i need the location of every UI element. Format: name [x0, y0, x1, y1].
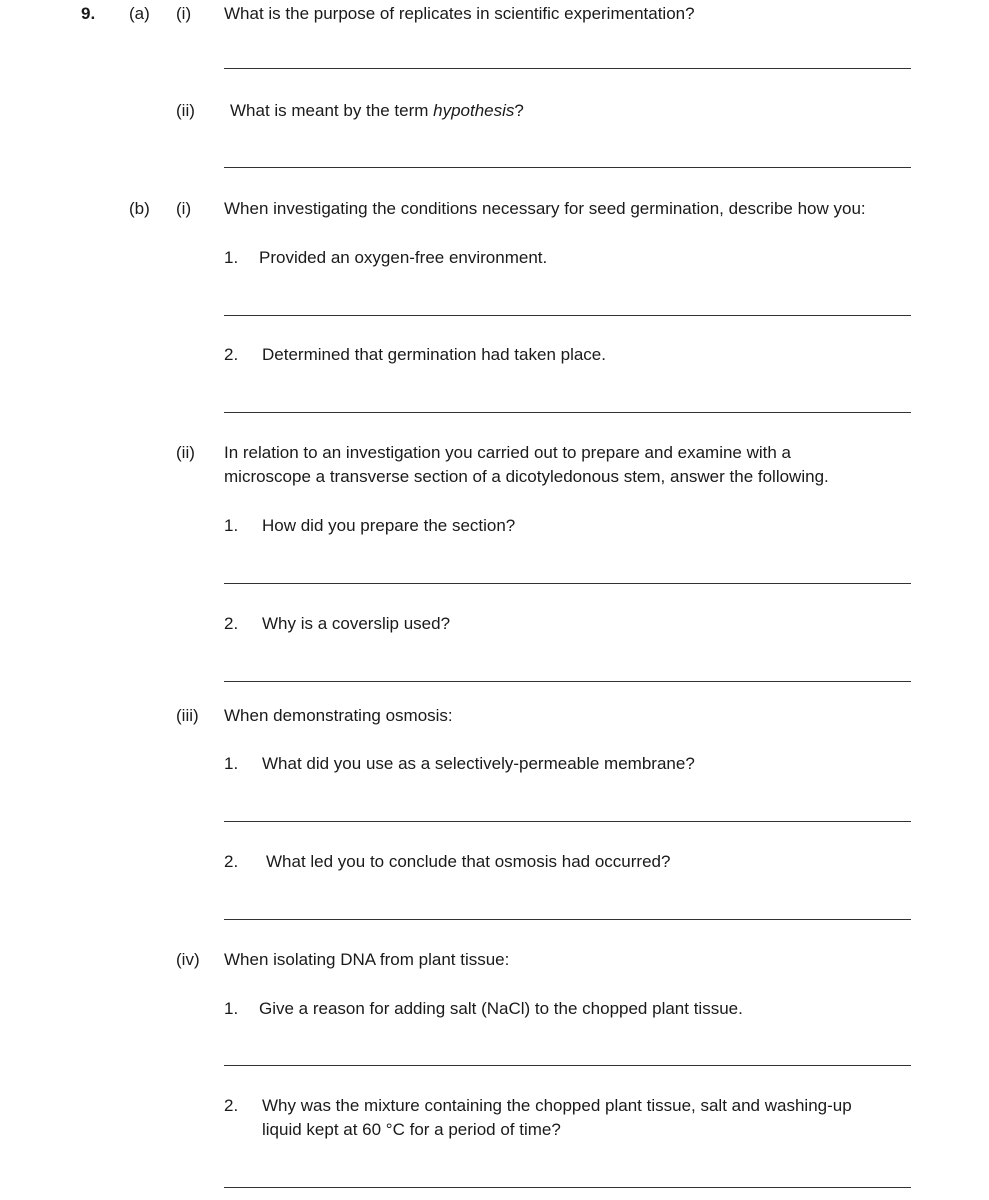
part-b-iv-label: (iv) [176, 950, 200, 969]
b-ii-item-1-text: How did you prepare the section? [262, 516, 516, 535]
b-iv-item-2-num: 2. [224, 1096, 239, 1115]
part-b-ii-question-line2: microscope a transverse section of a dicotyledonous stem, answer the following. [224, 467, 829, 486]
answer-line-b-iii-2[interactable] [224, 919, 911, 920]
part-b-iv-question: When isolating DNA from plant tissue: [224, 950, 510, 969]
b-iv-item-1-text: Give a reason for adding salt (NaCl) to the chopped plant tissue. [259, 999, 743, 1018]
part-a-ii-question: What is meant by the term hypothesis? [230, 101, 524, 120]
part-a-i-question: What is the purpose of replicates in scientific experimentation? [224, 4, 695, 23]
question-number: 9. [81, 4, 96, 23]
b-iv-item-2-text-line1: Why was the mixture containing the chopped plant tissue, salt and washing-up [262, 1096, 852, 1115]
hypothesis-term: hypothesis [433, 101, 515, 120]
b-ii-item-1-num: 1. [224, 516, 239, 535]
b-iii-item-1-text: What did you use as a selectively-permeable membrane? [262, 754, 695, 773]
b-iv-item-2-text-line2: liquid kept at 60 °C for a period of time? [262, 1120, 561, 1139]
part-b-i-label: (i) [176, 199, 192, 218]
part-b-ii-question-line1: In relation to an investigation you carried out to prepare and examine with a [224, 443, 792, 462]
answer-line-b-i-2[interactable] [224, 412, 911, 413]
b-i-item-2-num: 2. [224, 345, 239, 364]
answer-line-b-i-1[interactable] [224, 315, 911, 316]
b-iii-item-2-num: 2. [224, 852, 239, 871]
answer-line-a-i[interactable] [224, 68, 911, 69]
b-iv-item-1-num: 1. [224, 999, 239, 1018]
b-i-item-1-num: 1. [224, 248, 239, 267]
part-b-label: (b) [129, 199, 150, 218]
answer-line-b-iv-2[interactable] [224, 1187, 911, 1188]
part-a-ii-label: (ii) [176, 101, 195, 120]
part-a-label: (a) [129, 4, 150, 23]
b-iii-item-2-text: What led you to conclude that osmosis had occurred? [266, 852, 671, 871]
b-i-item-1-text: Provided an oxygen-free environment. [259, 248, 548, 267]
b-iii-item-1-num: 1. [224, 754, 239, 773]
part-b-iii-label: (iii) [176, 706, 199, 725]
part-b-iii-question: When demonstrating osmosis: [224, 706, 453, 725]
part-b-i-question: When investigating the conditions necessary for seed germination, describe how you: [224, 199, 866, 218]
part-b-ii-label: (ii) [176, 443, 195, 462]
part-a-i-label: (i) [176, 4, 192, 23]
answer-line-b-iii-1[interactable] [224, 821, 911, 822]
answer-line-b-ii-1[interactable] [224, 583, 911, 584]
answer-line-b-iv-1[interactable] [224, 1065, 911, 1066]
b-ii-item-2-num: 2. [224, 614, 239, 633]
b-ii-item-2-text: Why is a coverslip used? [262, 614, 451, 633]
answer-line-a-ii[interactable] [224, 167, 911, 168]
answer-line-b-ii-2[interactable] [224, 681, 911, 682]
b-i-item-2-text: Determined that germination had taken place. [262, 345, 606, 364]
